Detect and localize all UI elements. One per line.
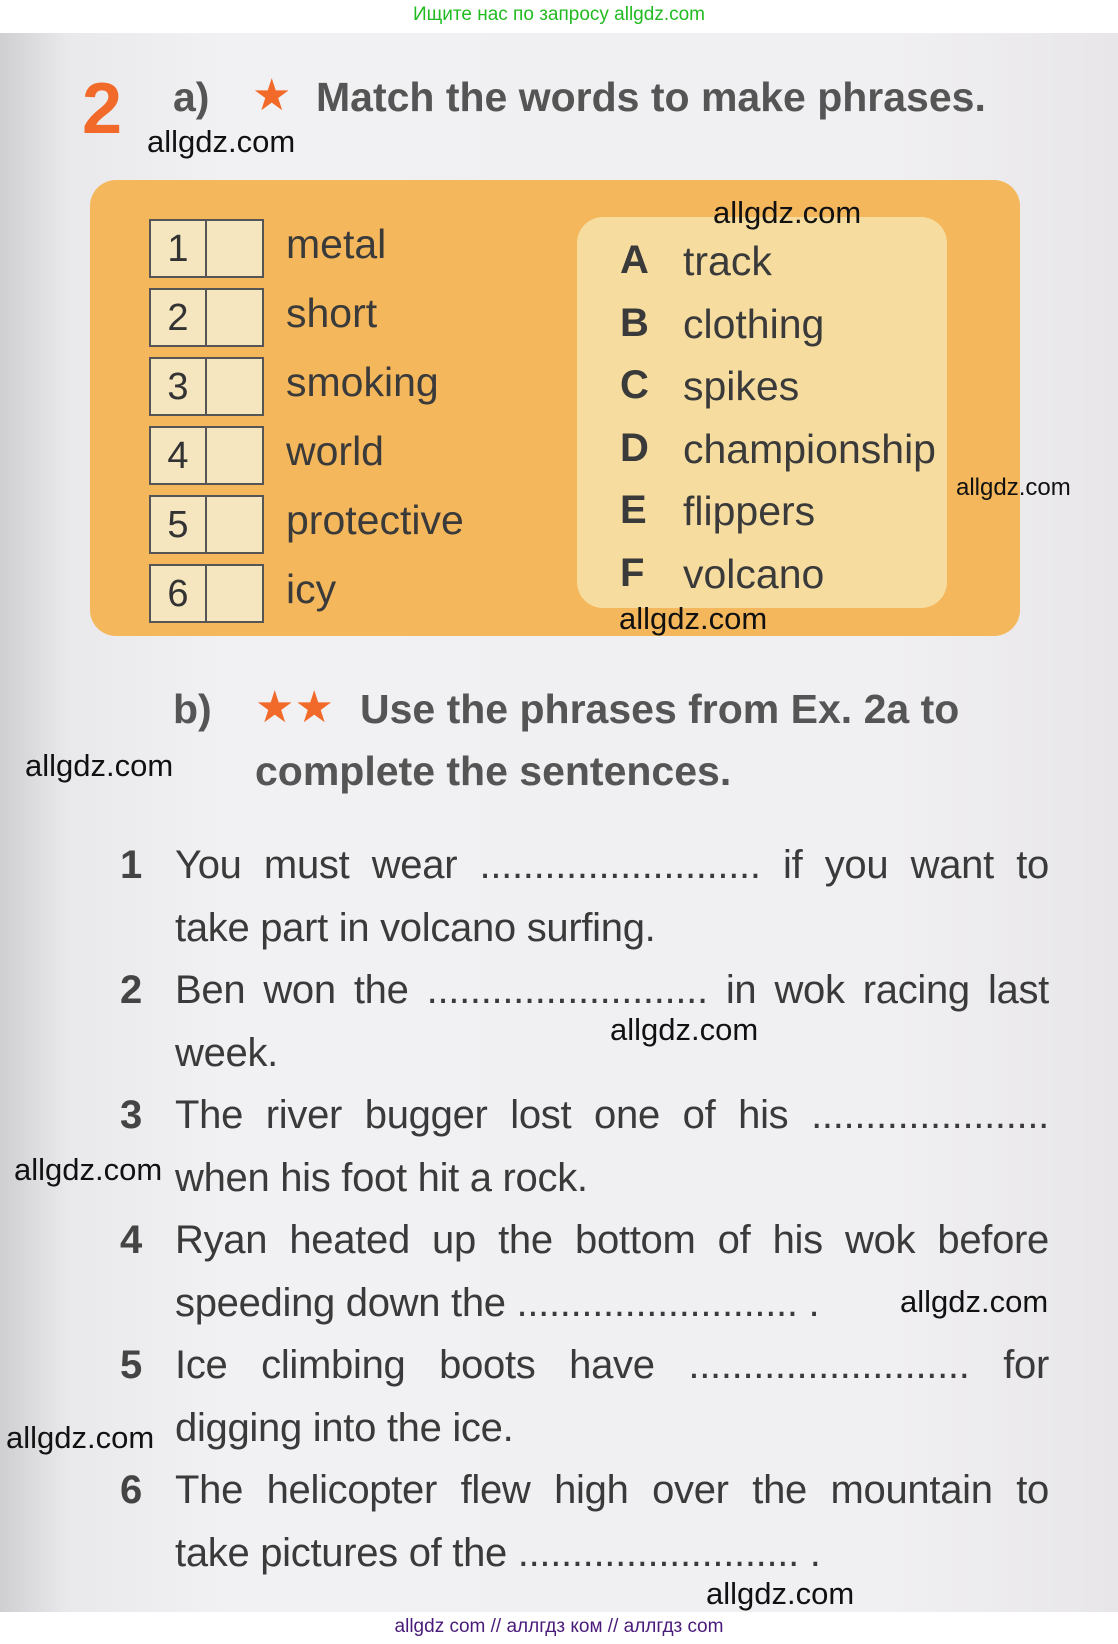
part-b-title-line2: complete the sentences. (255, 748, 732, 794)
watermark: allgdz.com (900, 1284, 1049, 1319)
right-word: flippers (683, 488, 816, 534)
sentence-line: Ben won the .......................... in wok racing last (175, 968, 1049, 1012)
sentence-line: speeding down the .......................... . (175, 1280, 820, 1325)
right-letter: B (620, 300, 649, 345)
sentence-line: week. (175, 1030, 278, 1075)
star-icon: ★ (252, 70, 292, 121)
watermark: allgdz.com (610, 1012, 759, 1047)
watermark: allgdz.com (14, 1152, 163, 1187)
sentence-line: take pictures of the .......................... . (175, 1530, 821, 1575)
part-b-title-line1: Use the phrases from Ex. 2a to (360, 686, 960, 732)
stars-icon: ★★ (255, 682, 334, 733)
right-word: volcano (683, 550, 825, 597)
watermark: allgdz.com (147, 124, 296, 159)
right-letter: D (620, 425, 649, 470)
answer-blank[interactable] (207, 359, 262, 414)
right-letter: A (620, 238, 649, 282)
footer-links[interactable]: allgdz com // аллгдз ком // аллгдз com (394, 1616, 724, 1637)
right-word: spikes (683, 363, 800, 409)
part-b-label: b) (173, 686, 212, 732)
sentence-line: Ryan heated up the bottom of his wok before (175, 1218, 1049, 1262)
left-word: protective (286, 497, 464, 543)
left-word: world (286, 428, 384, 474)
left-word: short (286, 290, 378, 336)
sentence-line: You must wear .......................... if you want to (175, 843, 1049, 887)
right-word: championship (683, 425, 936, 472)
answer-blank[interactable] (207, 290, 262, 345)
answer-box-2[interactable] (149, 288, 264, 347)
sentence-number: 6 (120, 1468, 143, 1512)
item-number: 4 (151, 428, 207, 483)
sentence-line: Ice climbing boots have .......................... for (175, 1343, 1049, 1387)
watermark: allgdz.com (713, 195, 862, 230)
watermark: allgdz.com (706, 1576, 855, 1611)
left-word: icy (286, 566, 337, 612)
watermark: allgdz.com (619, 601, 768, 636)
answer-blank[interactable] (207, 497, 262, 552)
answer-blank[interactable] (207, 428, 262, 483)
part-a-label: a) (173, 74, 210, 120)
item-number: 6 (151, 566, 207, 621)
left-word: smoking (286, 359, 439, 405)
sentence-line: when his foot hit a rock. (175, 1155, 588, 1200)
exercise-number: 2 (82, 69, 123, 149)
item-number: 3 (151, 359, 207, 414)
sentence-number: 1 (120, 843, 143, 887)
watermark: allgdz.com (6, 1420, 155, 1455)
watermark: allgdz.com (25, 748, 174, 783)
part-a-title: Match the words to make phrases. (316, 74, 986, 120)
item-number: 5 (151, 497, 207, 552)
right-word: track (683, 238, 772, 284)
sentence-line: The helicopter flew high over the mountain to (175, 1468, 1049, 1512)
sentence-line: digging into the ice. (175, 1405, 514, 1450)
right-letter: C (620, 363, 649, 407)
answer-box-5[interactable] (149, 495, 264, 554)
item-number: 2 (151, 290, 207, 345)
sentence-number: 2 (120, 968, 143, 1012)
answer-box-3[interactable] (149, 357, 264, 416)
right-word: clothing (683, 300, 825, 347)
watermark: allgdz.com (956, 474, 1071, 501)
answer-blank[interactable] (207, 566, 262, 621)
sentence-number: 3 (120, 1093, 143, 1137)
sentence-line: take part in volcano surfing. (175, 905, 656, 950)
answer-box-4[interactable] (149, 426, 264, 485)
answer-blank[interactable] (207, 221, 262, 276)
sentence-number: 5 (120, 1343, 143, 1387)
answer-box-1[interactable] (149, 219, 264, 278)
sentence-line: The river bugger lost one of his ...................... (175, 1093, 1049, 1137)
left-word: metal (286, 221, 387, 267)
right-letter: E (620, 488, 647, 532)
answer-box-6[interactable] (149, 564, 264, 623)
top-banner[interactable]: Ищите нас по запросу allgdz.com (412, 4, 705, 25)
right-letter: F (620, 550, 645, 595)
item-number: 1 (151, 221, 207, 276)
sentence-number: 4 (120, 1218, 143, 1262)
